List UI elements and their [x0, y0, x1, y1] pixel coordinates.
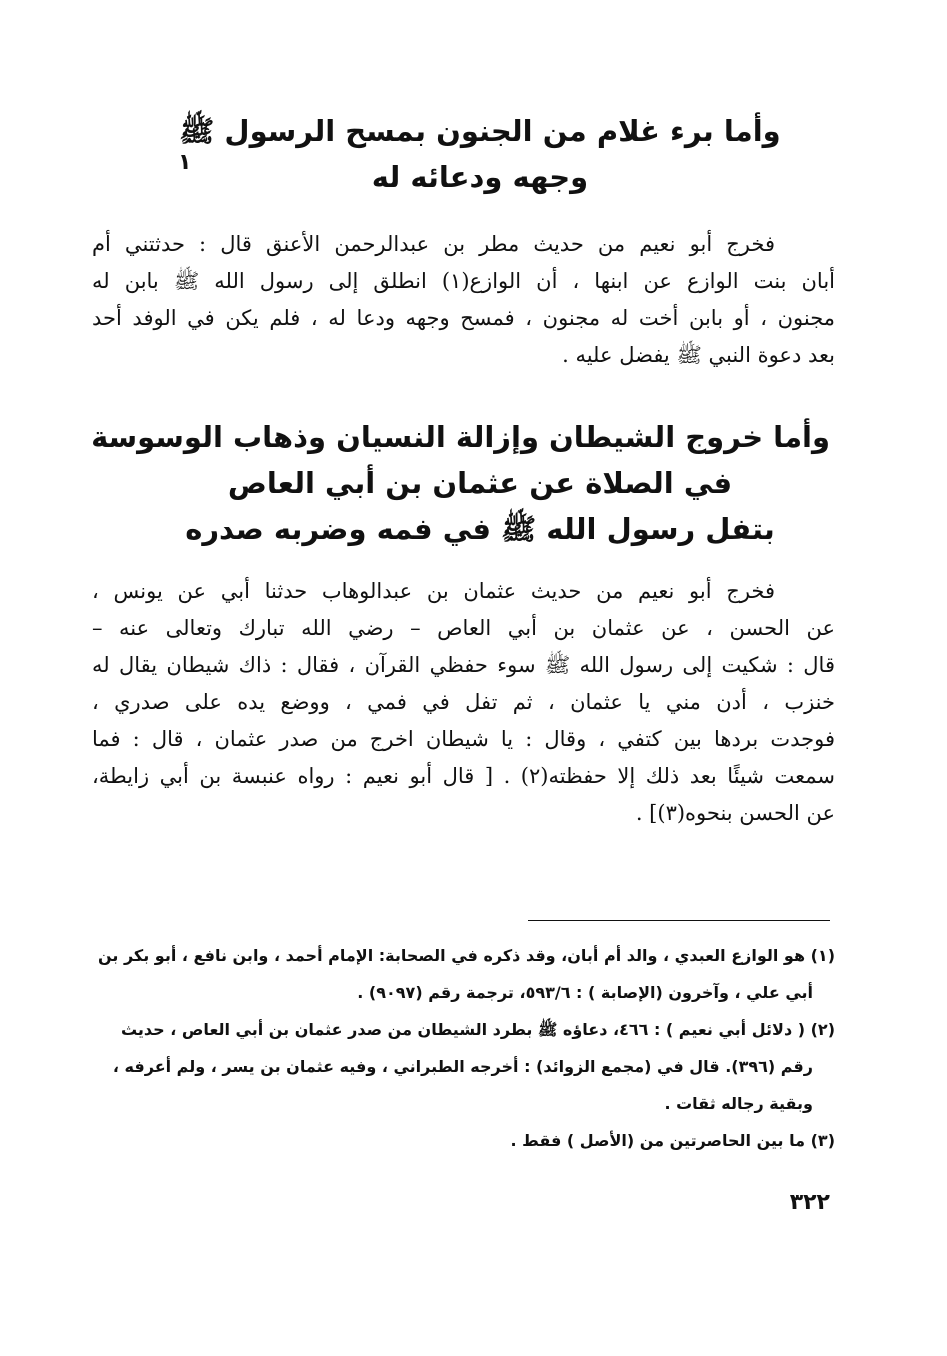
section-heading-1: [130, 108, 830, 200]
paragraph-2-line: فوجدت بردها بين كتفي ، وقال : يا شيطان اخرج من صدر عثمان ، قال : فما: [92, 727, 835, 751]
heading-2-line-2: في الصلاة عن عثمان بن أبي العاص: [227, 466, 733, 500]
paragraph-1-line: أبان بنت الوازع عن ابنها ، أن الوازع(١) انطلق إلى رسول الله ﷺ بابن له: [92, 269, 835, 293]
footnote-1-line-2: أبي علي ، وآخرون (الإصابة ) : ٥٩٣/٦، ترجمة رقم (٩٠٩٧) .: [357, 983, 813, 1002]
section-heading-2: [91, 414, 830, 552]
paragraph-2: [92, 573, 835, 832]
heading-1-line-2: وجهه ودعائه له: [371, 160, 589, 194]
paragraph-2-line: قال : شكيت إلى رسول الله ﷺ سوء حفظي القرآن ، فقال : ذاك شيطان يقال له: [92, 653, 835, 677]
margin-mark: ١: [178, 150, 192, 175]
heading-1-line-1: وأما برء غلام من الجنون بمسح الرسول ﷺ: [179, 114, 781, 148]
footnote-2-line-3: وبقية رجاله ثقات .: [664, 1094, 813, 1113]
paragraph-1-line: مجنون ، أو بابن أخت له مجنون ، فمسح وجهه ودعا له ، فلم يكن في الوفد أحد: [92, 306, 835, 330]
paragraph-1: [92, 226, 835, 374]
paragraph-1-line: فخرج أبو نعيم من حديث مطر بن عبدالرحمن الأعنق قال : حدثتني أم: [92, 232, 775, 256]
heading-2-line-1: وأما خروج الشيطان وإزالة النسيان وذهاب الوسوسة: [91, 420, 830, 454]
paragraph-2-line: سمعت شيئًا بعد ذلك إلا حفظته(٢) . [ قال أبو نعيم : رواه عنبسة بن أبي زايطة،: [92, 764, 835, 788]
paragraph-2-line: فخرج أبو نعيم من حديث عثمان بن عبدالوهاب حدثنا أبي عن يونس ،: [92, 579, 775, 603]
footnote-2-line-1: (٢) ( دلائل أبي نعيم ) : ٤٦٦، دعاؤه ﷺ بطرد الشيطان من صدر عثمان بن أبي العاص ، حديث: [120, 1020, 835, 1039]
footnote-divider: [528, 920, 830, 921]
page-number: ٣٢٢: [789, 1190, 830, 1215]
footnotes: [88, 937, 835, 1159]
paragraph-1-line: بعد دعوة النبي ﷺ يفضل عليه .: [562, 343, 835, 367]
paragraph-2-line: عن الحسن بنحوه(٣)] .: [635, 801, 835, 825]
footnote-3-line-1: (٣) ما بين الحاصرتين من (الأصل ) فقط .: [510, 1131, 835, 1150]
footnote-1-line-1: (١) هو الوازع العبدي ، والد أم أبان، وقد ذكره في الصحابة: الإمام أحمد ، وابن نافع ، أبو بكر بن: [97, 946, 835, 965]
heading-2-line-3: بتفل رسول الله ﷺ في فمه وضربه صدره: [185, 512, 775, 546]
paragraph-2-line: عن الحسن ، عن عثمان بن أبي العاص – رضي الله تبارك وتعالى عنه –: [92, 616, 835, 640]
footnote-2-line-2: رقم (٣٩٦). قال في (مجمع الزوائد) : أخرجه الطبراني ، وفيه عثمان بن يسر ، ولم أعرفه ،: [112, 1057, 813, 1076]
paragraph-2-line: خنزب ، أدن مني يا عثمان ، ثم تفل في فمي ، ووضع يده على صدري ،: [92, 690, 835, 714]
